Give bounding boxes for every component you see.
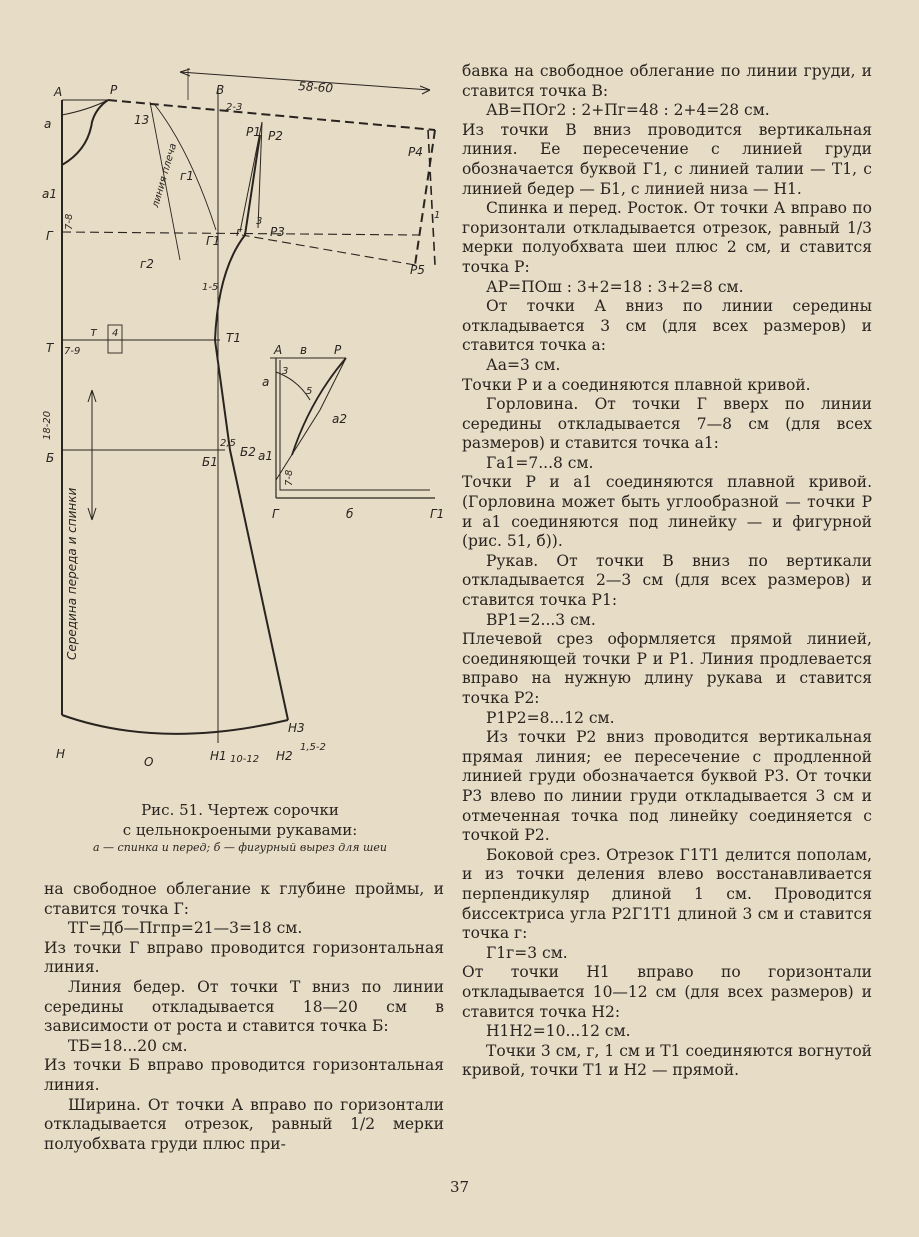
fig-label-h2: Н2 [276, 749, 293, 763]
right-para-1: бавка на свободное облегание по линии груди, и ставится точка В: [462, 62, 872, 100]
right-para-11: Боковой срез. Отрезок Г1Т1 делится пополам, и из точки деления влево восстанавливается перпендикуляр длиной 1 см. Проводится биссектриса угла Р2Г1Т1 длиной 3 см и ставится точка г: [462, 845, 872, 943]
page-number: 37 [449, 1178, 470, 1196]
dim-2-5: 2,5 [220, 438, 236, 449]
dim-18-20: 18-20 [42, 410, 53, 440]
right-formula-ab: АВ=ПОг2 : 2+Пг=48 : 2+4=28 см. [486, 101, 770, 120]
dim-3: 3 [256, 216, 263, 227]
right-para-4: От точки А вниз по линии середины откладывается 3 см (для всех размеров) и ставится точка а: [462, 297, 872, 355]
fig-label-p5: Р5 [410, 263, 425, 277]
inset-label-g: Г [272, 507, 279, 521]
right-para-9: Плечевой срез оформляется прямой линией, соединяющей точки Р и Р1. Линия продлевается вправо на нужную длину рукава и ставится точка Р2: [462, 630, 872, 707]
inset-dim-7-8: 7-8 [284, 469, 295, 486]
left-para-2: Из точки Г вправо проводится горизонтальная линия. [44, 938, 444, 977]
fig-label-g-small: г [236, 225, 243, 239]
inset-dim-5: 5 [306, 386, 313, 397]
inset-label-g1: Г1 [430, 507, 445, 521]
fig-label-t: Т [46, 341, 54, 355]
inset-label-a: а [262, 375, 270, 389]
fig-label-h1: Н1 [210, 749, 227, 763]
right-para-6: Горловина. От точки Г вверх по линии середины откладывается 7—8 см (для всех размеров) и ставится точка а1: [462, 395, 872, 453]
fig-label-a1: а1 [42, 187, 57, 201]
left-formula-tg: ТГ=Дб—Пгпр=21—3=18 см. [68, 919, 303, 938]
right-formula-ap: АР=ПОш : 3+2=18 : 3+2=8 см. [486, 277, 744, 296]
right-para-3: Спинка и перед. Росток. От точки А вправо по горизонтали откладывается отрезок, равный 1/3 мерки полуобхвата шеи плюс 2 см, и ставится точка Р: [462, 199, 872, 276]
fig-label-b2: Б2 [240, 445, 256, 459]
inset-label-a2: а2 [332, 412, 347, 426]
fig-label-h: Н [56, 747, 66, 761]
dim-10-12: 10-12 [230, 754, 260, 765]
dim-58-60: 58-60 [297, 79, 334, 96]
fig-label-g1-small: г1 [180, 169, 194, 183]
right-formula-h1h2: Н1Н2=10...12 см. [486, 1022, 631, 1041]
fig-label-p2: Р2 [268, 129, 283, 143]
caption-subtitle: а — спинка и перед; б — фигурный вырез для шеи [93, 841, 387, 854]
fig-label-b: В [216, 83, 225, 97]
right-para-10: Из точки Р2 вниз проводится вертикальная прямая линия; ее пересечение с продленной линией груди обозначается буквой Р3. От точки Р3 влево по линии груди откладывается 3 см и отмеченная точка под линейку соединяется с точкой Р2. [462, 728, 872, 845]
fig-label-g1: Г1 [206, 234, 221, 248]
right-para-8: Рукав. От точки В вниз по вертикали откладывается 2—3 см (для всех размеров) и ставится точка Р1: [462, 551, 872, 610]
right-formula-bp1: ВР1=2...3 см. [486, 610, 596, 629]
right-text-column [462, 62, 872, 1081]
inset-label-a-top: А [274, 343, 283, 357]
right-formula-aa: Аа=3 см. [486, 355, 561, 374]
dim-2-3: 2-3 [226, 102, 243, 113]
fig-label-p4: Р4 [408, 145, 423, 159]
fig-label-g: Г [46, 229, 53, 243]
right-para-13: Точки 3 см, г, 1 см и Т1 соединяются вогнутой кривой, точки Т1 и Н2 — прямой. [462, 1041, 872, 1080]
left-para-5: Ширина. От точки А вправо по горизонтали откладывается отрезок, равный 1/2 мерки полуобхвата груди плюс при- [44, 1095, 444, 1153]
shirt-pattern-svg [30, 60, 450, 795]
left-para-4: Из точки Б вправо проводится горизонтальная линия. [44, 1056, 444, 1094]
left-formula-tb: ТБ=18...20 см. [68, 1036, 188, 1055]
dim-7-8: 7-8 [64, 213, 75, 230]
dim-7-9: 7-9 [64, 346, 81, 357]
right-para-5: Точки Р и а соединяются плавной кривой. [462, 375, 811, 394]
caption-line-2: с цельнокроеными рукавами: [122, 821, 358, 839]
fig-label-a-top: А [54, 85, 63, 99]
right-formula-p1p2: Р1Р2=8...12 см. [486, 708, 615, 727]
caption-line-1: Рис. 51. Чертеж сорочки [141, 801, 339, 819]
inset-label-a1: а1 [258, 449, 273, 463]
dim-1-5: 1-5 [202, 282, 219, 293]
inset-label-b: в [300, 343, 308, 357]
fig-label-b1: Б1 [202, 455, 218, 469]
dim-4: 4 [112, 328, 119, 339]
fig-label-m: т [90, 325, 97, 339]
dim-13: 13 [134, 113, 150, 127]
inset-label-bb: б [346, 507, 354, 521]
fig-label-p3: Р3 [270, 225, 285, 239]
right-para-2: Из точки В вниз проводится вертикальная линия. Ее пересечение с линией груди обозначается буквой Г1, с линией талии — Т1, с линией бедер — Б1, с линией низа — Н1. [462, 120, 872, 198]
fig-label-h3: Н3 [288, 721, 305, 735]
dim-1-5-2: 1,5-2 [300, 742, 326, 753]
middle-line-label: Середина переда и спинки [65, 487, 79, 660]
left-para-3: Линия бедер. От точки Т вниз по линии середины откладывается 18—20 см в зависимости от роста и ставится точка Б: [44, 977, 444, 1036]
right-formula-g1g: Г1г=3 см. [486, 943, 568, 962]
pattern-drawing [30, 60, 450, 795]
fig-label-o: О [144, 755, 154, 769]
figure-caption [30, 800, 450, 856]
right-para-12: От точки Н1 вправо по горизонтали откладывается 10—12 см (для всех размеров) и ставится точка Н2: [462, 963, 872, 1021]
right-formula-ga1: Га1=7...8 см. [486, 453, 594, 472]
inset-label-p: Р [334, 343, 342, 357]
fig-label-bb: Б [46, 451, 55, 465]
fig-label-a: а [44, 117, 52, 131]
dim-1: 1 [434, 210, 441, 221]
shoulder-line-label: линия плеча [150, 142, 180, 209]
fig-label-p1: Р1 [246, 125, 261, 139]
fig-label-t1: Т1 [226, 331, 241, 345]
left-text-column [44, 880, 444, 1154]
fig-label-p: Р [110, 83, 118, 97]
inset-dim-3: 3 [282, 366, 289, 377]
left-para-1: на свободное облегание к глубине проймы, и ставится точка Г: [44, 880, 444, 918]
right-para-7: Точки Р и а1 соединяются плавной кривой. (Горловина может быть углообразной — точки Р и а1 соединяются под линейку — и фигурной (рис. 51, б)). [462, 473, 872, 551]
fig-label-g2: г2 [140, 257, 154, 271]
